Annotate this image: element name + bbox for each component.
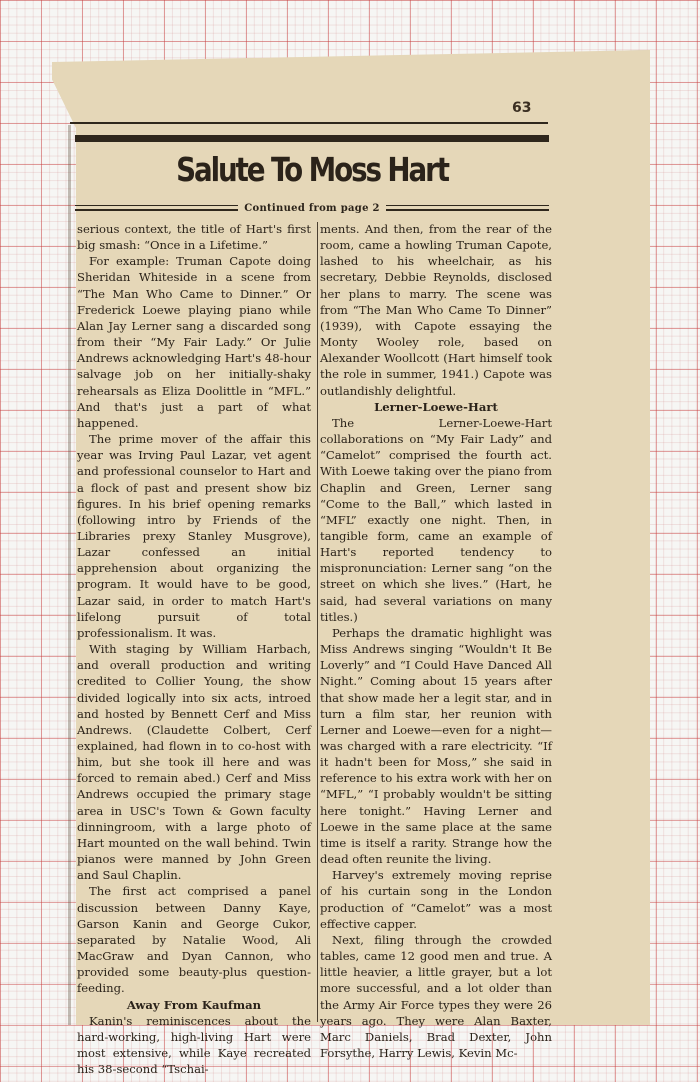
left-paragraph-4: With staging by William Harbach, and overall production and writing credited to Collier Young, the show divided logically into six acts, introed and hosted by Bennett Cerf and Miss Andrews. (Claudette Colbert, Cerf explained, had flown in to co-host with him, but she took ill here and was forced to remain abed.) Cerf and Miss Andrews occupied the primary stage area in USC's Town & Gown faculty dinningroom, with a large photo of Hart mounted on the wall behind. Twin pianos were manned by John Green and Saul Chaplin. [77, 642, 311, 883]
left-paragraph-6: Kanin's reminiscences about the hard-working, high-living Hart were most extensive, while Kaye recreated his 38-second “Tschai- [77, 1013, 311, 1077]
right-subhead: Lerner-Loewe-Hart [374, 399, 498, 414]
headline: Salute To Moss Hart [176, 150, 448, 189]
left-paragraph-5: The first act comprised a panel discussion between Danny Kaye, Garson Kanin and George Cukor, separated by Natalie Wood, Ali MacGraw and Dyan Cannon, who provided some beauty-plus question-feeding. [77, 884, 311, 996]
clipping-left-edge-shadow [68, 125, 71, 1025]
left-column [77, 221, 311, 1077]
left-paragraph-1: serious context, the title of Hart's first big smash: “Once in a Lifetime.” [77, 222, 311, 253]
continued-from-bar [75, 201, 549, 215]
continued-from-text: Continued from page 2 [244, 202, 380, 214]
continued-rule-left [75, 205, 238, 211]
right-paragraph-5: Next, filing through the crowded tables, came 12 good men and true. A little heavier, a little grayer, but a lot more successful, and a lot older than the Army Air Force types they were 26 years ago. They were Alan Baxter, Marc Daniels, Brad Dexter, John Forsythe, Harry Lewis, Kevin Mc- [320, 932, 552, 1060]
continued-rule-right [386, 205, 549, 211]
right-paragraph-1: ments. And then, from the rear of the room, came a howling Truman Capote, lashed to his wheelchair, as his secretary, Debbie Reynolds, disclosed her plans to marry. The scene was from “The Man Who Came To Dinner” (1939), with Capote essaying the Monty Wooley role, based on Alexander Woollcott (Hart himself took the role in summer, 1941.) Capote was outlandishly delightful. [320, 222, 552, 398]
header-rule-thin [70, 122, 548, 124]
right-paragraph-4: Harvey's extremely moving reprise of his curtain song in the London production of “Camelot” was a most effective capper. [320, 868, 552, 931]
header-rule-thick [75, 135, 549, 142]
left-paragraph-2: For example: Truman Capote doing Sheridan Whiteside in a scene from “The Man Who Came to Dinner.” Or Frederick Loewe playing piano while Alan Jay Lerner sang a discarded song from their “My Fair Lady.” Or Julie Andrews acknowledging Hart's 48-hour salvage job on her initially-shaky rehearsals as Eliza Doolittle in “MFL.” And that's just a part of what happened. [77, 254, 311, 430]
right-paragraph-3: Perhaps the dramatic highlight was Miss Andrews singing “Wouldn't It Be Loverly” and “I Could Have Danced All Night.” Coming about 15 years after that show made her a legit star, and in turn a film star, her reunion with Lerner and Loewe—even for a night—was charged with a rare electricity. “If it hadn't been for Moss,” she said in reference to his extra work with her on “MFL,” “I probably wouldn't be sitting here tonight.” Having Lerner and Loewe in the same place at the same time is itself a rarity. Strange how the dead often reunite the living. [320, 625, 552, 867]
right-paragraph-2: The Lerner-Loewe-Hart collaborations on “My Fair Lady” and “Camelot” comprised the fourth act. With Loewe taking over the piano from Chaplin and Green, Lerner sang “Come to the Ball,” which lasted in “MFL” exactly one night. Then, in tangible form, came an example of Hart's reported tendency to mispronunciation: Lerner sang “on the street on which she lives.” (Hart, he said, had several variations on many titles.) [320, 415, 552, 624]
left-paragraph-3: The prime mover of the affair this year was Irving Paul Lazar, vet agent and professional counselor to Hart and a flock of past and present show biz figures. In his brief opening remarks (following intro by Friends of the Libraries prexy Stanley Musgrove), Lazar confessed an initial apprehension about organizing the program. It would have to be good, Lazar said, in order to match Hart's lifelong pursuit of total professionalism. It was. [77, 432, 311, 640]
right-column [320, 221, 552, 1061]
page-number: 63 [512, 100, 532, 116]
column-divider [317, 222, 318, 1022]
left-subhead: Away From Kaufman [126, 997, 262, 1012]
